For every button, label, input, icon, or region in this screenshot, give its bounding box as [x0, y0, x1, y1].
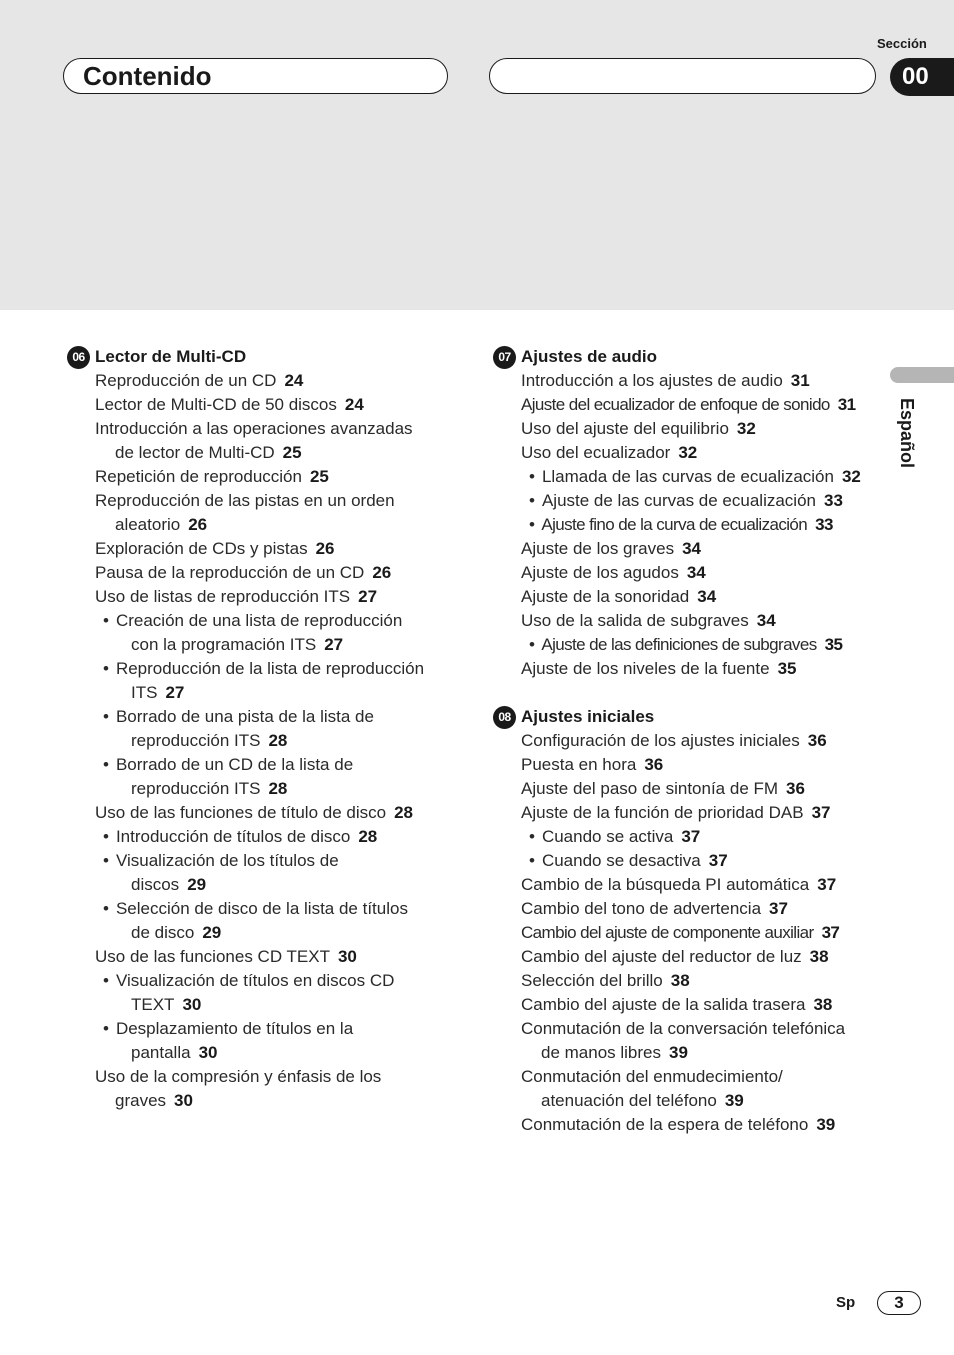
toc-page-number: 28	[268, 731, 288, 750]
section-label: Sección	[877, 36, 927, 51]
toc-entry[interactable]	[493, 1041, 878, 1065]
toc-entry[interactable]	[493, 369, 878, 393]
toc-entry-text: Desplazamiento de títulos en la	[115, 1019, 354, 1038]
toc-page-number: 29	[202, 923, 222, 942]
toc-entry-text: Repetición de reproducción	[95, 467, 302, 486]
toc-entry-text: graves	[115, 1091, 167, 1110]
toc-page-number: 29	[187, 875, 207, 894]
toc-page-number: 26	[315, 539, 335, 558]
toc-page-number: 36	[807, 731, 827, 750]
toc-entry[interactable]	[493, 1017, 878, 1041]
toc-page-number: 38	[670, 971, 690, 990]
toc-entry[interactable]	[67, 441, 462, 465]
toc-page-number: 31	[790, 371, 810, 390]
toc-entry[interactable]	[67, 537, 462, 561]
toc-subentry[interactable]	[67, 777, 462, 801]
toc-subentry[interactable]	[67, 1017, 462, 1041]
page-title: Contenido	[83, 61, 212, 91]
section-heading[interactable]	[493, 345, 878, 369]
toc-entry-text: Uso del ajuste del equilibrio	[521, 419, 729, 438]
toc-page-number: 27	[358, 587, 378, 606]
toc-page-number: 28	[358, 827, 378, 846]
toc-subentry[interactable]	[67, 969, 462, 993]
toc-page-number: 30	[198, 1043, 218, 1062]
toc-entry[interactable]	[493, 585, 878, 609]
toc-entry-text: Lector de Multi-CD de 50 discos	[95, 395, 337, 414]
toc-entry-text: Uso de las funciones de título de disco	[95, 803, 387, 822]
toc-entry-text: Cambio del ajuste de la salida trasera	[521, 995, 806, 1014]
toc-entry-text: Reproducción de las pistas en un orden	[95, 491, 395, 510]
toc-page-number: 24	[284, 371, 304, 390]
toc-entry-text: Ajuste del paso de sintonía de FM	[521, 779, 779, 798]
toc-entry[interactable]	[493, 609, 878, 633]
toc-entry-text: Reproducción de la lista de reproducción	[115, 659, 425, 678]
toc-entry-text: TEXT	[131, 995, 175, 1014]
toc-entry-text: reproducción ITS	[131, 731, 261, 750]
toc-entry[interactable]	[493, 753, 878, 777]
toc-page-number: 32	[736, 419, 756, 438]
toc-page-number: 38	[813, 995, 833, 1014]
toc-page-number: 26	[188, 515, 208, 534]
toc-subentry[interactable]	[67, 897, 462, 921]
toc-page-number: 26	[372, 563, 392, 582]
toc-entry-text: Selección de disco de la lista de títulos	[115, 899, 408, 918]
toc-entry-text: con la programación ITS	[131, 635, 317, 654]
toc-page-number: 25	[309, 467, 329, 486]
toc-entry[interactable]	[493, 945, 878, 969]
toc-page-number: 34	[682, 539, 702, 558]
toc-entry-text: Visualización de los títulos de	[115, 851, 339, 870]
toc-page-number: 33	[824, 491, 843, 510]
toc-entry-text: Borrado de una pista de la lista de	[115, 707, 374, 726]
toc-entry[interactable]	[493, 561, 878, 585]
toc-subentry[interactable]	[67, 657, 462, 681]
toc-entry-text: Ajuste de los niveles de la fuente	[521, 659, 770, 678]
toc-entry-text: Ajuste de los agudos	[521, 563, 679, 582]
toc-entry[interactable]	[493, 1065, 878, 1089]
toc-entry[interactable]	[493, 729, 878, 753]
toc-entry[interactable]	[493, 969, 878, 993]
page-number: 3	[877, 1291, 921, 1315]
toc-entry[interactable]	[493, 993, 878, 1017]
toc-page-number: 30	[174, 1091, 193, 1110]
section-number-icon: 07	[493, 346, 516, 369]
toc-entry-text: Cambio del tono de advertencia	[521, 899, 762, 918]
toc-entry[interactable]	[67, 1089, 462, 1113]
toc-subentry[interactable]	[67, 1041, 462, 1065]
toc-subentry[interactable]	[493, 465, 878, 489]
toc-entry-text: Pausa de la reproducción de un CD	[95, 563, 365, 582]
toc-subentry[interactable]	[67, 705, 462, 729]
language-label: Español	[897, 398, 917, 469]
toc-entry-text: Uso del ecualizador	[521, 443, 671, 462]
toc-entry-text: Cuando se desactiva	[541, 851, 701, 870]
toc-page-number: 32	[678, 443, 698, 462]
toc-entry-text: Visualización de títulos en discos CD	[115, 971, 395, 990]
toc-subentry[interactable]	[493, 849, 878, 873]
toc-page-number: 39	[669, 1043, 688, 1062]
toc-page-number: 24	[344, 395, 364, 414]
toc-page-number: 28	[268, 779, 288, 798]
toc-entry[interactable]	[67, 465, 462, 489]
toc-entry-text: Uso de la compresión y énfasis de los	[95, 1067, 382, 1086]
toc-entry-text: Ajuste de las definiciones de subgraves	[541, 635, 817, 654]
toc-subentry[interactable]	[67, 633, 462, 657]
toc-page-number: 34	[697, 587, 717, 606]
toc-entry[interactable]	[493, 873, 878, 897]
toc-section-07	[493, 345, 878, 681]
toc-entry-text: Introducción a los ajustes de audio	[521, 371, 783, 390]
toc-entry[interactable]	[493, 801, 878, 825]
toc-page-number: 37	[811, 803, 831, 822]
toc-entry[interactable]	[67, 945, 462, 969]
toc-entry-text: Borrado de un CD de la lista de	[115, 755, 354, 774]
toc-entry[interactable]	[493, 417, 878, 441]
toc-entry-text: Configuración de los ajustes iniciales	[521, 731, 800, 750]
section-heading[interactable]	[493, 705, 878, 729]
section-number-icon: 08	[493, 706, 516, 729]
toc-entry[interactable]	[493, 657, 878, 681]
footer-language-code: Sp	[836, 1294, 856, 1311]
toc-page-number: 28	[394, 803, 413, 822]
toc-entry[interactable]	[67, 585, 462, 609]
toc-entry[interactable]	[67, 489, 462, 513]
toc-entry-text: Uso de las funciones CD TEXT	[95, 947, 330, 966]
toc-entry-text: aleatorio	[115, 515, 181, 534]
section-number-icon: 06	[67, 346, 90, 369]
toc-page-number: 35	[777, 659, 797, 678]
toc-entry-text: Exploración de CDs y pistas	[95, 539, 308, 558]
toc-page-number: 25	[282, 443, 302, 462]
toc-section-06	[67, 345, 462, 1113]
toc-page-number: 39	[724, 1091, 744, 1110]
toc-subentry[interactable]	[493, 489, 878, 513]
toc-page-number: 27	[324, 635, 344, 654]
section-title: Lector de Multi-CD	[95, 347, 247, 366]
toc-page-number: 34	[756, 611, 776, 630]
toc-entry[interactable]	[493, 1089, 878, 1113]
toc-entry-text: Creación de una lista de reproducción	[115, 611, 403, 630]
toc-entry-text: de manos libres	[541, 1043, 662, 1062]
title-frame	[63, 58, 448, 94]
section-number-badge: 00	[890, 58, 954, 96]
toc-entry-text: Ajuste de la sonoridad	[521, 587, 690, 606]
toc-entry[interactable]	[493, 441, 878, 465]
toc-entry[interactable]	[493, 1113, 878, 1137]
toc-entry-text: discos	[131, 875, 180, 894]
toc-entry-text: Reproducción de un CD	[95, 371, 277, 390]
toc-subentry[interactable]	[67, 609, 462, 633]
toc-entry-text: Ajuste de la función de prioridad DAB	[521, 803, 804, 822]
toc-subentry[interactable]	[67, 753, 462, 777]
toc-page-number: 35	[824, 635, 843, 654]
section-heading[interactable]	[67, 345, 462, 369]
toc-entry-text: Uso de la salida de subgraves	[521, 611, 749, 630]
toc-page-number: 30	[337, 947, 357, 966]
toc-entry-text: Conmutación del enmudecimiento/	[521, 1067, 783, 1086]
toc-entry[interactable]	[493, 537, 878, 561]
toc-entry-text: Puesta en hora	[521, 755, 637, 774]
toc-entry[interactable]	[67, 369, 462, 393]
toc-section-08	[493, 705, 878, 1137]
toc-page-number: 36	[644, 755, 664, 774]
toc-subentry[interactable]	[67, 681, 462, 705]
toc-page-number: 30	[182, 995, 202, 1014]
toc-entry-text: Conmutación de la espera de teléfono	[521, 1115, 809, 1134]
toc-subentry[interactable]	[67, 849, 462, 873]
toc-entry[interactable]	[67, 561, 462, 585]
toc-entry-text: Ajuste del ecualizador de enfoque de sonido	[521, 395, 830, 414]
language-tab-marker	[890, 367, 954, 383]
toc-entry-text: Ajuste fino de la curva de ecualización	[541, 515, 808, 534]
toc-subentry[interactable]	[67, 825, 462, 849]
toc-column-left	[67, 345, 462, 1137]
toc-subentry[interactable]	[493, 633, 878, 657]
toc-entry-text: atenuación del teléfono	[541, 1091, 717, 1110]
toc-entry[interactable]	[493, 921, 878, 945]
toc-entry[interactable]	[493, 897, 878, 921]
toc-entry-text: Cuando se activa	[541, 827, 674, 846]
toc-page-number: 37	[817, 875, 837, 894]
toc-entry[interactable]	[67, 513, 462, 537]
section-title: Ajustes iniciales	[521, 707, 655, 726]
empty-title-frame	[489, 58, 876, 94]
toc-entry-text: Cambio del ajuste del reductor de luz	[521, 947, 802, 966]
toc-entry[interactable]	[493, 393, 878, 417]
toc-page-number: 36	[786, 779, 805, 798]
toc-page-number: 37	[821, 923, 840, 942]
toc-page-number: 34	[686, 563, 706, 582]
section-title: Ajustes de audio	[521, 347, 658, 366]
toc-entry-text: Selección del brillo	[521, 971, 663, 990]
toc-entry-text: Introducción a las operaciones avanzadas	[95, 419, 413, 438]
toc-subentry[interactable]	[67, 873, 462, 897]
toc-page-number: 33	[815, 515, 833, 534]
toc-subentry[interactable]	[493, 513, 878, 537]
toc-entry[interactable]	[67, 1065, 462, 1089]
toc-entry-text: Uso de listas de reproducción ITS	[95, 587, 351, 606]
toc-entry[interactable]	[67, 801, 462, 825]
toc-entry-text: reproducción ITS	[131, 779, 261, 798]
toc-entry-text: ITS	[131, 683, 158, 702]
toc-page-number: 39	[816, 1115, 836, 1134]
toc-entry[interactable]	[493, 777, 878, 801]
toc-entry-text: de disco	[131, 923, 195, 942]
toc-page-number: 32	[841, 467, 861, 486]
toc-page-number: 31	[837, 395, 856, 414]
toc-page-number: 27	[165, 683, 185, 702]
toc-entry-text: Cambio del ajuste de componente auxiliar	[521, 923, 814, 942]
toc-subentry[interactable]	[493, 825, 878, 849]
toc-column-right	[493, 345, 878, 1161]
toc-entry-text: pantalla	[131, 1043, 191, 1062]
toc-subentry[interactable]	[67, 993, 462, 1017]
toc-entry-text: Conmutación de la conversación telefónica	[521, 1019, 846, 1038]
toc-entry-text: Cambio de la búsqueda PI automática	[521, 875, 810, 894]
toc-page-number: 37	[769, 899, 788, 918]
toc-entry-text: Ajuste de los graves	[521, 539, 675, 558]
toc-subentry[interactable]	[67, 921, 462, 945]
toc-entry-text: Llamada de las curvas de ecualización	[541, 467, 834, 486]
toc-page-number: 37	[681, 827, 701, 846]
header-band	[0, 0, 954, 310]
toc-entry-text: de lector de Multi-CD	[115, 443, 275, 462]
toc-page-number: 37	[708, 851, 728, 870]
toc-entry[interactable]	[67, 393, 462, 417]
toc-entry-text: Ajuste de las curvas de ecualización	[541, 491, 816, 510]
toc-page-number: 38	[809, 947, 829, 966]
toc-entry-text: Introducción de títulos de disco	[115, 827, 351, 846]
toc-entry[interactable]	[67, 417, 462, 441]
toc-subentry[interactable]	[67, 729, 462, 753]
